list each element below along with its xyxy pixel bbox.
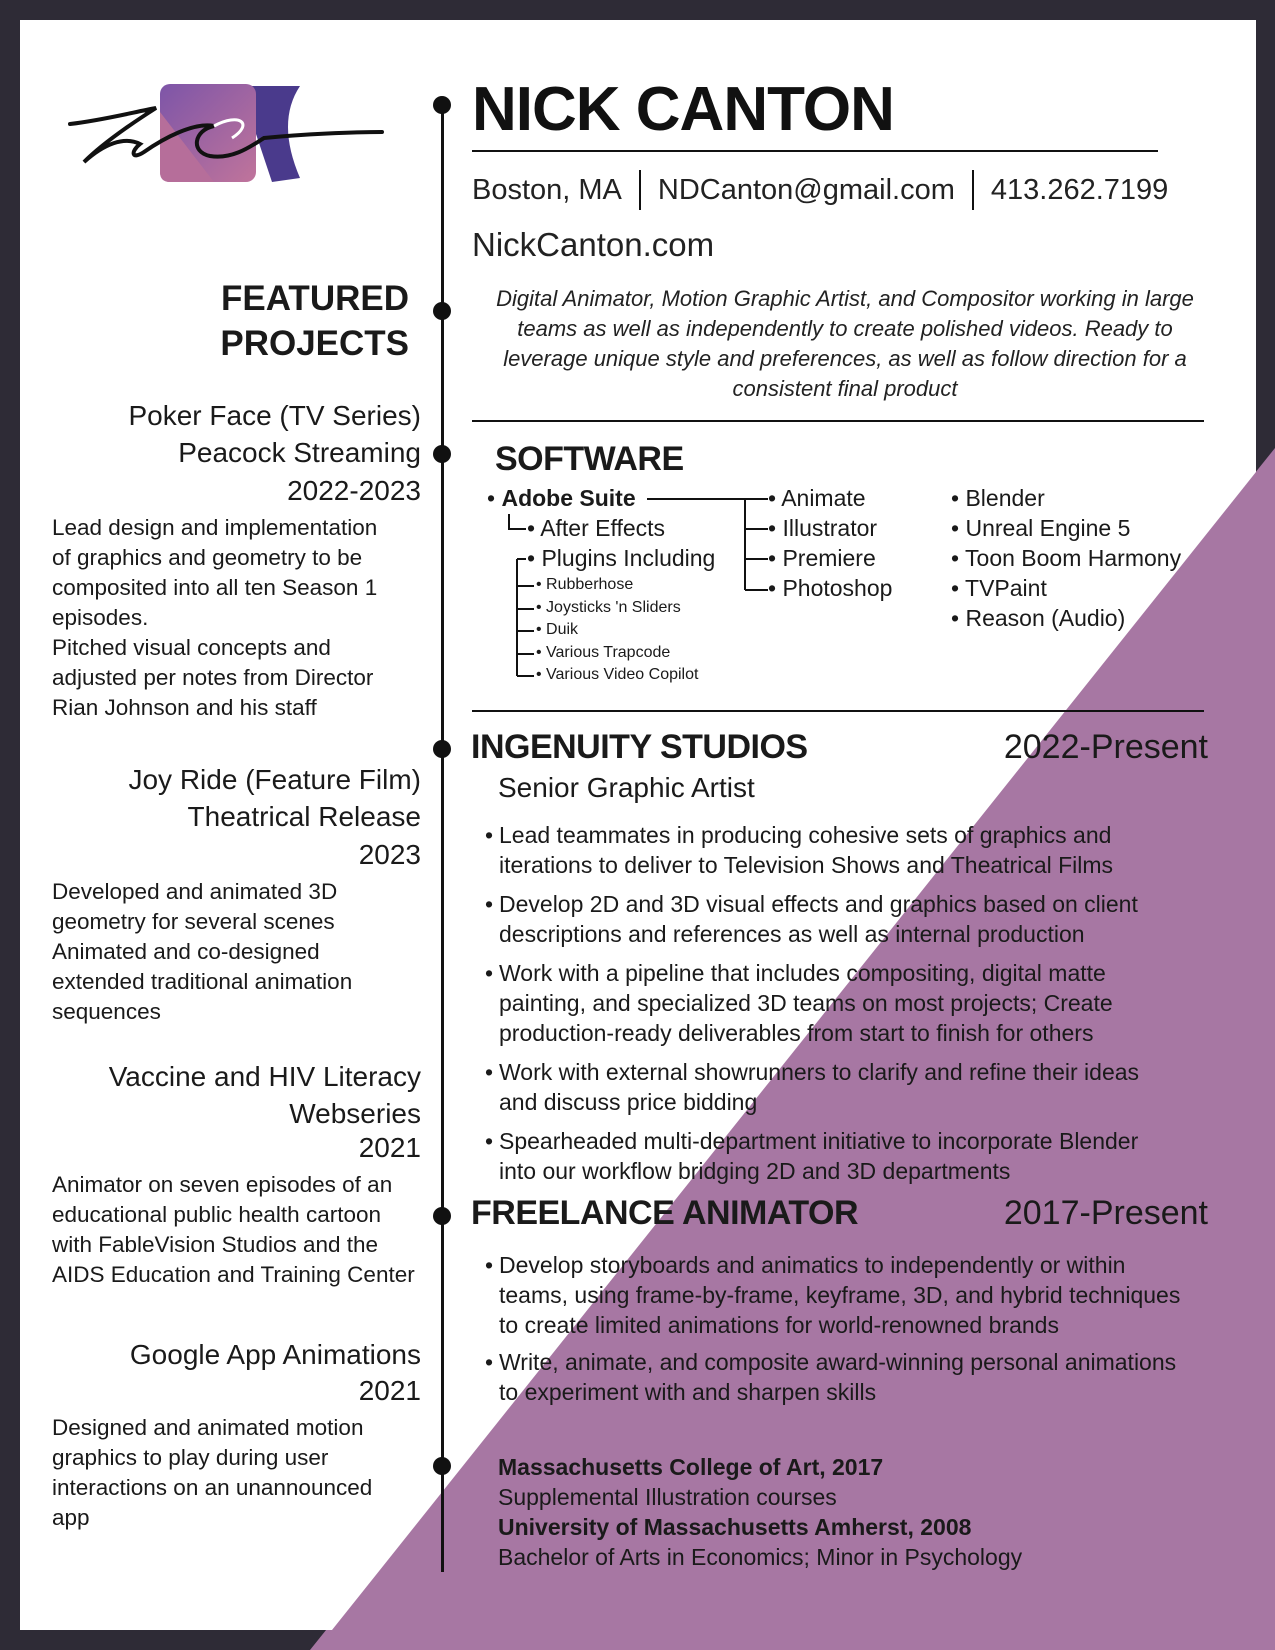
software-item: • Premiere (768, 545, 876, 571)
bullet-item: • Write, animate, and composite award-winning personal animations to experiment with and sharpen skills (485, 1347, 1176, 1407)
project-title: Poker Face (TV Series) Peacock Streaming (128, 400, 421, 468)
bullet-item: • Spearheaded multi-department initiative to incorporate Blender into our workflow bridging 2D and 3D departments (485, 1126, 1138, 1186)
software-item: • Blender (951, 485, 1045, 511)
school-detail: Supplemental Illustration courses (498, 1484, 837, 1510)
bullet-item: • Develop storyboards and animatics to independently or within teams, using frame-by-frame, keyframe, 3D, and hybrid techniques to create limited animations for world-renowned brands (485, 1250, 1180, 1340)
software-item: • Photoshop (768, 575, 893, 601)
project-entry (52, 1336, 421, 1533)
software-item: • Illustrator (768, 515, 878, 541)
plugin-item: • Duik (536, 621, 579, 638)
project-entry (52, 1058, 421, 1290)
featured-projects-heading (0, 276, 409, 366)
school-detail: Bachelor of Arts in Economics; Minor in Psychology (498, 1544, 1023, 1570)
software-item: • Toon Boom Harmony (951, 545, 1182, 571)
email-link[interactable]: NDCanton@gmail.com (657, 173, 955, 206)
heading-line: PROJECTS (220, 324, 409, 363)
job-dates: 2017-Present (1003, 1194, 1208, 1232)
project-year: 2021 (358, 1132, 421, 1163)
software-item-adobe-suite: • Adobe Suite (487, 485, 636, 511)
job-role: Senior Graphic Artist (498, 772, 755, 803)
project-description: Designed and animated motion graphics to play during user interactions on an unannounced app (52, 1415, 373, 1530)
software-item: • After Effects (527, 515, 666, 541)
software-item: • Plugins Including (527, 545, 716, 571)
project-description: Developed and animated 3D geometry for several scenes Animated and co-designed extended traditional animation sequences (52, 879, 353, 1024)
plugin-item: • Various Video Copilot (536, 666, 699, 683)
section-divider (472, 710, 1204, 712)
project-title: Joy Ride (Feature Film) Theatrical Release (128, 764, 421, 832)
phone-text: 413.262.7199 (990, 173, 1169, 206)
location-text: Boston, MA (472, 173, 622, 206)
plugin-item: • Joysticks 'n Sliders (536, 599, 681, 616)
project-description: Lead design and implementation of graphics and geometry to be composited into all ten Season 1 episodes. Pitched visual concepts and adjusted per notes from Director Rian Johnson and his staff (52, 515, 378, 720)
education-section (498, 1452, 1022, 1572)
timeline-dot (433, 1457, 451, 1475)
job-dates: 2022-Present (1003, 728, 1208, 766)
timeline-dot (433, 740, 451, 758)
project-title: Vaccine and HIV Literacy Webseries (108, 1061, 421, 1129)
job-company: INGENUITY STUDIOS (471, 728, 808, 766)
school-name: Massachusetts College of Art, 2017 (498, 1454, 884, 1480)
project-entry (52, 761, 421, 1027)
software-item: • Reason (Audio) (951, 605, 1126, 631)
plugin-item: • Various Trapcode (536, 644, 671, 661)
project-title: Google App Animations (129, 1339, 421, 1370)
software-item: • Animate (768, 485, 866, 511)
project-entry (52, 397, 421, 723)
website-link[interactable]: NickCanton.com (472, 226, 715, 263)
bullet-item: • Work with a pipeline that includes compositing, digital matte painting, and specialized 3D teams on most projects; Create production-ready deliverables from start to finish for others (485, 958, 1113, 1048)
software-item: • Unreal Engine 5 (951, 515, 1131, 541)
project-year: 2022-2023 (287, 475, 421, 506)
bullet-item: • Develop 2D and 3D visual effects and graphics based on client descriptions and references as well as internal production (485, 889, 1138, 949)
school-name: University of Massachusetts Amherst, 2008 (498, 1514, 972, 1540)
timeline-dot (433, 1207, 451, 1225)
software-heading: SOFTWARE (495, 440, 684, 478)
plugin-item: • Rubberhose (536, 576, 634, 593)
project-description: Animator on seven episodes of an educational public health cartoon with FableVision Studios and the AIDS Education and Training Center (52, 1172, 415, 1287)
summary-text: Digital Animator, Motion Graphic Artist, and Compositor working in large teams as well as independently to create polished videos. Ready to leverage unique style and preferences, as well as follow direction for a consistent final product (496, 286, 1194, 401)
bullet-item: • Work with external showrunners to clarify and refine their ideas and discuss price bidding (485, 1057, 1139, 1117)
project-year: 2023 (358, 839, 421, 870)
heading-line: FEATURED (221, 279, 409, 318)
software-item: • TVPaint (951, 575, 1047, 601)
bullet-item: • Lead teammates in producing cohesive sets of graphics and iterations to deliver to Television Shows and Theatrical Films (485, 820, 1113, 880)
job-company: FREELANCE ANIMATOR (471, 1194, 859, 1232)
candidate-name: NICK CANTON (472, 75, 894, 144)
project-year: 2021 (358, 1375, 421, 1406)
